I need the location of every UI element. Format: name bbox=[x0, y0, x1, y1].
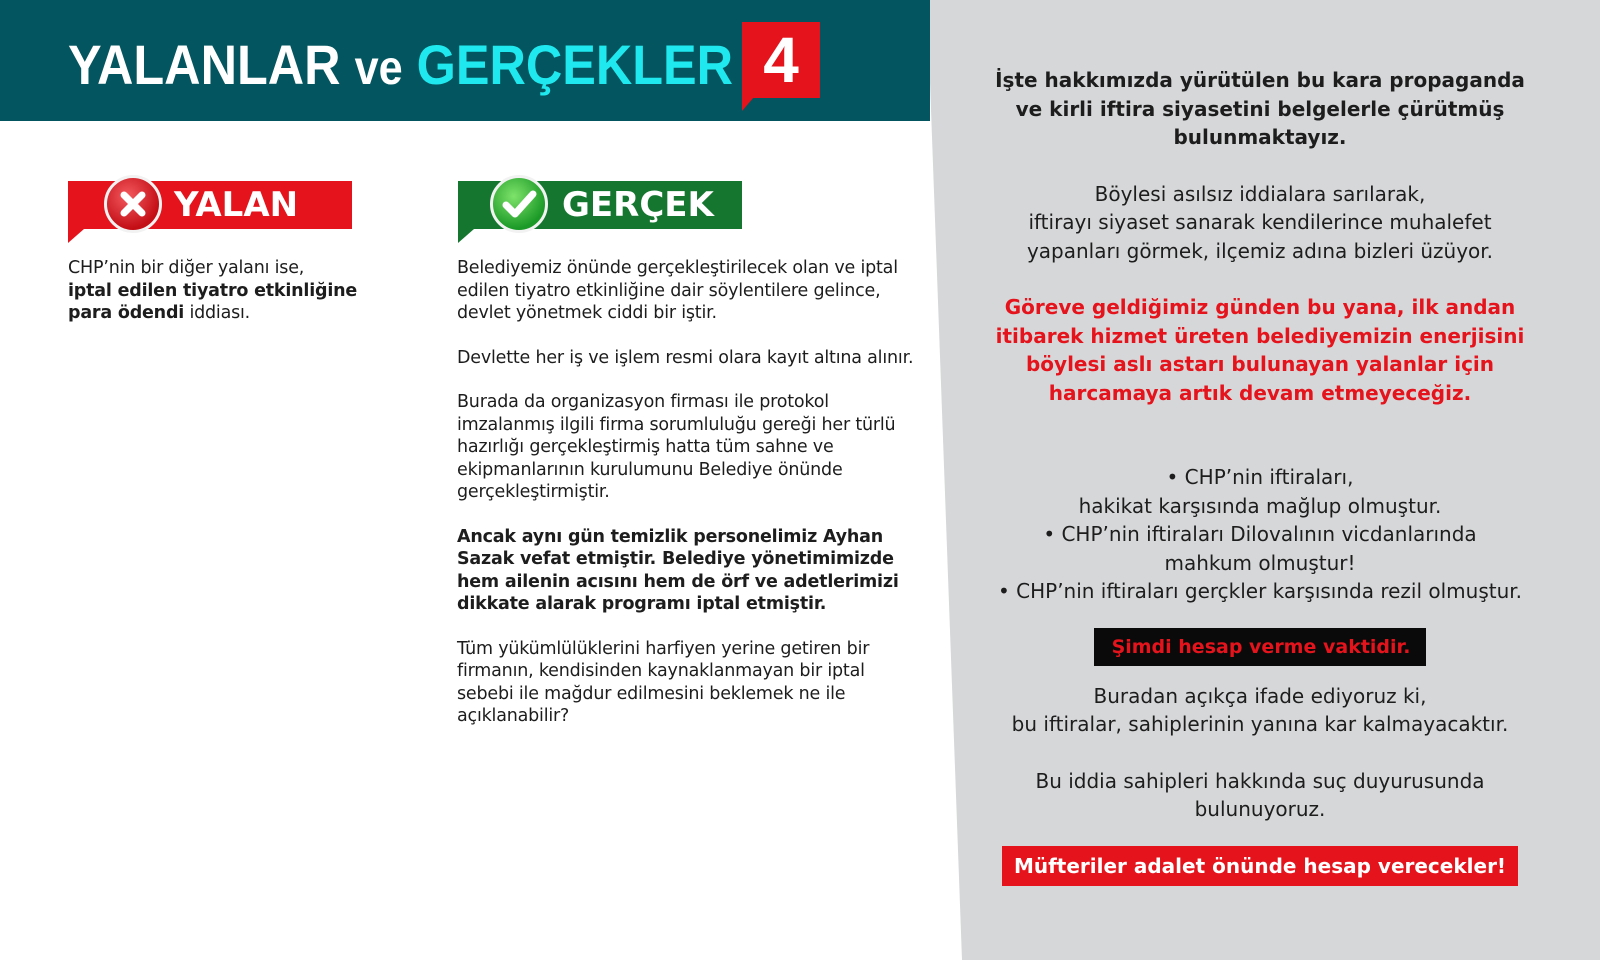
gercek-paragraph-bold: Ancak aynı gün temizlik personelimiz Ayhan Sazak vefat etmiştir. Belediye yönetimimizde hem ailenin acısını hem de örf ve adetlerimizi dikkate alarak programı iptal etmiştir. bbox=[457, 526, 899, 614]
check-circle-icon bbox=[490, 175, 548, 233]
statement-paragraph: Buradan açıkça ifade ediyoruz ki, bu iftiralar, sahiplerinin yanına kar kalmayacaktır. bbox=[1011, 683, 1509, 736]
statement-column bbox=[970, 66, 1550, 886]
gercek-label-text: GERÇEK bbox=[562, 185, 714, 225]
red-statement: Göreve geldiğimiz günden bu yana, ilk andan itibarek hizmet üreten belediyemizin enerjisini böylesi aslı astarı bulunayan yalanlar için harcamaya artık devam etmeyeceğiz. bbox=[995, 295, 1525, 405]
gercek-paragraph: Burada da organizasyon firması ile protokol imzalanmış ilgili firma sorumluluğu gereği her türlü hazırlığı gerçekleştirmiş hatta tüm sahne ve ekipmanlarının kurulumunu Belediye önünde gerçekleştirmiştir. bbox=[457, 392, 896, 502]
yalan-label-text: YALAN bbox=[174, 185, 299, 225]
gercek-paragraph: Tüm yükümlülüklerini harfiyen yerine getiren bir firmanın, kendisinden kaynaklanmayan bir iptal sebebi ile mağdur edilmesini beklemek ne ile açıklanabilir? bbox=[457, 638, 870, 726]
statement-paragraph: Böylesi asılsız iddialara sarılarak, iftirayı siyaset sanarak kendilerince muhalefet yapanları görmek, ilçemiz adına bizleri üzüyor. bbox=[1026, 181, 1494, 263]
black-banner: Şimdi hesap verme vaktidir. bbox=[1094, 628, 1427, 666]
gercek-paragraph: Devlette her iş ve işlem resmi olara kayıt altına alınır. bbox=[457, 347, 914, 368]
title-yalanlar: YALANLAR bbox=[68, 33, 341, 96]
speech-bubble-tail-icon bbox=[742, 97, 754, 111]
gercek-label bbox=[458, 181, 742, 229]
title-gercekler: GERÇEKLER bbox=[416, 33, 734, 96]
speech-bubble-tail-icon bbox=[458, 229, 474, 243]
intro-statement: İşte hakkımızda yürütülen bu kara propaganda ve kirli iftira siyasetini belgelerle çürütmüş bulunmaktayız. bbox=[995, 68, 1525, 149]
bullet-list: • CHP’nin iftiraları, hakikat karşısında mağlup olmuştur. • CHP’nin iftiraları Dilovalının vicdanlarında mahkum olmuştur! • CHP’nin iftiraları gerçkler karşısında rezil olmuştur. bbox=[997, 465, 1523, 603]
page-title bbox=[68, 32, 733, 102]
yalan-claim-text: CHP’nin bir diğer yalanı ise, iptal edilen tiyatro etkinliğine para ödendi iddiası. bbox=[68, 258, 358, 323]
statement-paragraph: Bu iddia sahipleri hakkında suç duyurusunda bulunuyoruz. bbox=[1035, 768, 1485, 821]
gercek-text-column bbox=[457, 257, 927, 750]
red-banner: Müfteriler adalet önünde hesap verecekler! bbox=[1002, 846, 1518, 886]
issue-number-badge: 4 bbox=[742, 22, 820, 98]
x-circle-icon bbox=[104, 175, 162, 233]
yalan-label bbox=[68, 181, 352, 229]
speech-bubble-tail-icon bbox=[68, 229, 84, 243]
gercek-paragraph: Belediyemiz önünde gerçekleştirilecek olan ve iptal edilen tiyatro etkinliğine dair söylentilere gelince, devlet yönetmek ciddi bir iştir. bbox=[457, 258, 898, 323]
title-ve: ve bbox=[354, 42, 403, 95]
